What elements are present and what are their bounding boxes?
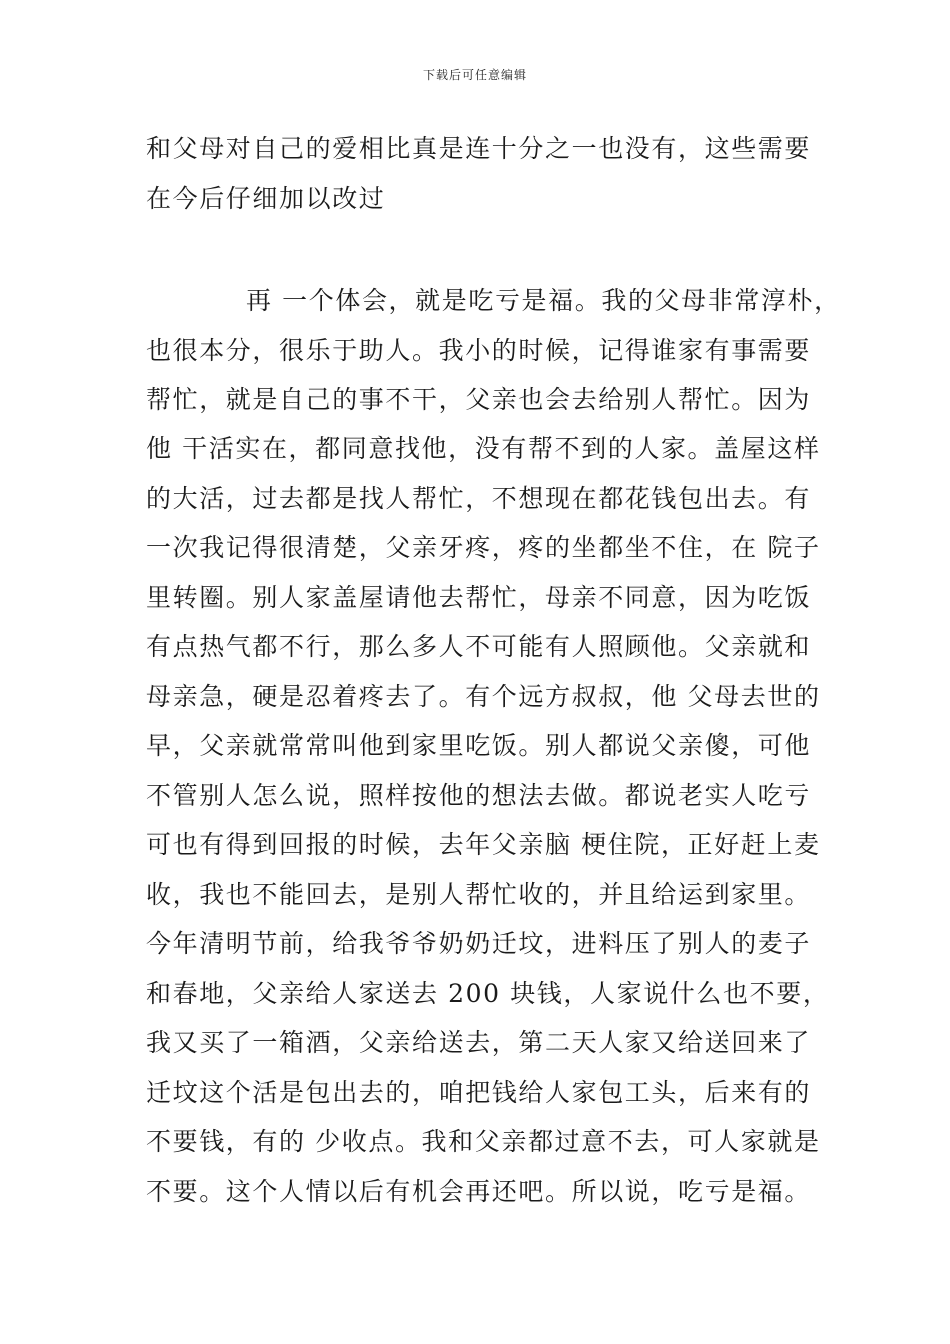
page-header: 下载后可任意编辑 — [422, 68, 527, 82]
text-line: 也很本分，很乐于助人。我小的时候，记得谁家有事需要 — [146, 336, 812, 365]
text-line: 和父母对自己的爱相比真是连十分之一也没有，这些需要 — [146, 134, 812, 163]
text-line: 帮忙，就是自己的事不干，父亲也会去给别人帮忙。因为 — [146, 385, 812, 414]
text-line: 可也有得到回报的时候，去年父亲脑 梗住院，正好赶上麦 — [146, 830, 821, 859]
text-line: 不要钱，有的 少收点。我和父亲都过意不去，可人家就是 — [146, 1127, 821, 1156]
text-line: 不要。这个人情以后有机会再还吧。所以说，吃亏是福。 — [146, 1177, 812, 1206]
text-line: 一次我记得很清楚，父亲牙疼，疼的坐都坐不住，在 院子 — [146, 533, 821, 562]
text-line: 有点热气都不行，那么多人不可能有人照顾他。父亲就和 — [146, 632, 812, 661]
text-line: 的大活，过去都是找人帮忙，不想现在都花钱包出去。有 — [146, 484, 812, 513]
text-line: 再 一个体会，就是吃亏是福。我的父母非常淳朴， — [246, 286, 841, 315]
text-line: 和春地，父亲给人家送去 200 块钱，人家说什么也不要， — [146, 979, 830, 1008]
text-line: 里转圈。别人家盖屋请他去帮忙，母亲不同意，因为吃饭 — [146, 583, 812, 612]
text-line: 他 干活实在，都同意找他，没有帮不到的人家。盖屋这样 — [146, 434, 821, 463]
text-line: 我又买了一箱酒，父亲给送去，第二天人家又给送回来了 — [146, 1028, 812, 1057]
text-line: 早，父亲就常常叫他到家里吃饭。别人都说父亲傻，可他 — [146, 731, 812, 760]
text-line: 收，我也不能回去，是别人帮忙收的，并且给运到家里。 — [146, 880, 812, 909]
text-line: 今年清明节前，给我爷爷奶奶迁坟，进料压了别人的麦子 — [146, 929, 812, 958]
text-line: 在今后仔细加以改过 — [146, 184, 386, 213]
text-line: 迁坟这个活是包出去的，咱把钱给人家包工头，后来有的 — [146, 1078, 812, 1107]
text-line: 不管别人怎么说，照样按他的想法去做。都说老实人吃亏 — [146, 781, 812, 810]
text-line: 母亲急，硬是忍着疼去了。有个远方叔叔，他 父母去世的 — [146, 682, 821, 711]
